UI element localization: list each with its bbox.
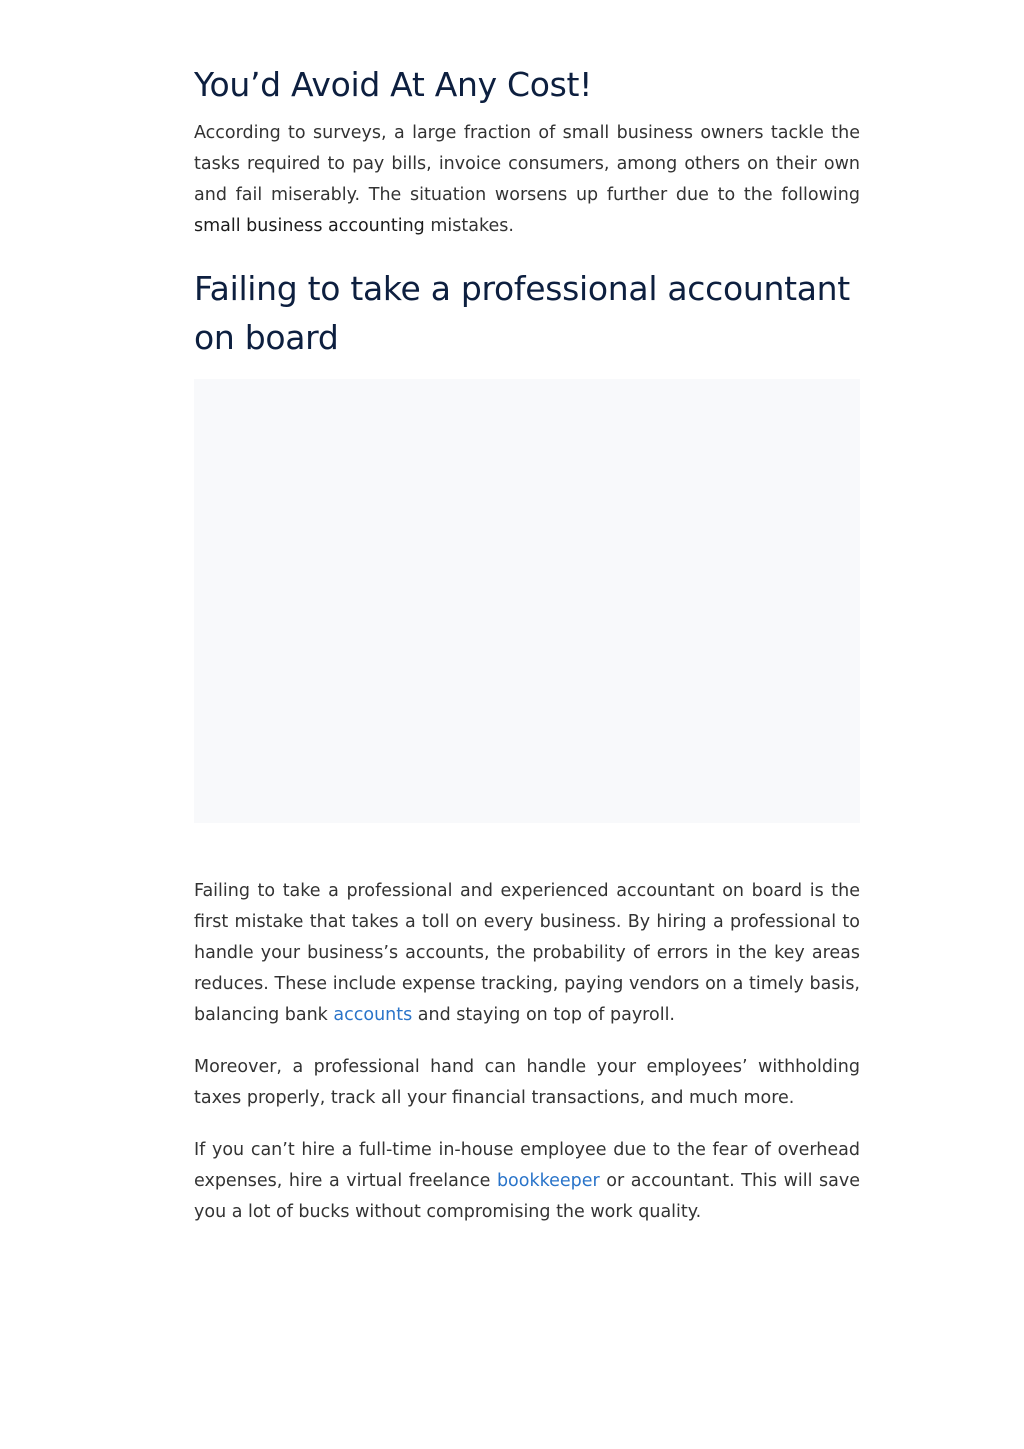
section-heading-professional-accountant: Failing to take a professional accountant on board [194,269,850,357]
intro-text: According to surveys, a large fraction of small business owners tackle the tasks required to pay bills, invoice consumers, among others on their own and fail miserably. The situation worsens up further due to the following [194,123,860,205]
article-image-placeholder [194,379,860,823]
article [194,60,860,1228]
paragraph-3-text: If you can’t hire a full-time in-house employee due to the fear of overhead expenses, hire a virtual freelance [194,1140,860,1191]
paragraph-3-text-end: or accountant. This will save you a lot of bucks without compromising the work quality. [194,1171,861,1222]
paragraph-moreover: Moreover, a professional hand can handle your employees’ withholding taxes properly, track all your financial transactions, and much more. [194,1057,860,1108]
paragraph-1-text: Failing to take a professional and experienced accountant on board is the first mistake that takes a toll on every business. By hiring a professional to handle your business’s accounts, the probability of errors in the key areas reduces. These include expense tracking, paying vendors on a timely basis, balancing bank [194,881,860,1025]
paragraph-1-text-end: and staying on top of payroll. [412,1005,675,1025]
section-heading-avoid-cost: You’d Avoid At Any Cost! [194,65,593,104]
bookkeeper-link[interactable]: bookkeeper [496,1171,600,1191]
accounts-link[interactable]: accounts [333,1005,413,1025]
intro-paragraph [194,118,860,242]
paragraph-virtual-freelance [194,1135,860,1228]
paragraph-failing-to-hire [194,876,860,1031]
small-business-accounting-emphasis: small business accounting [194,216,425,236]
intro-text-end: mistakes. [424,216,514,236]
